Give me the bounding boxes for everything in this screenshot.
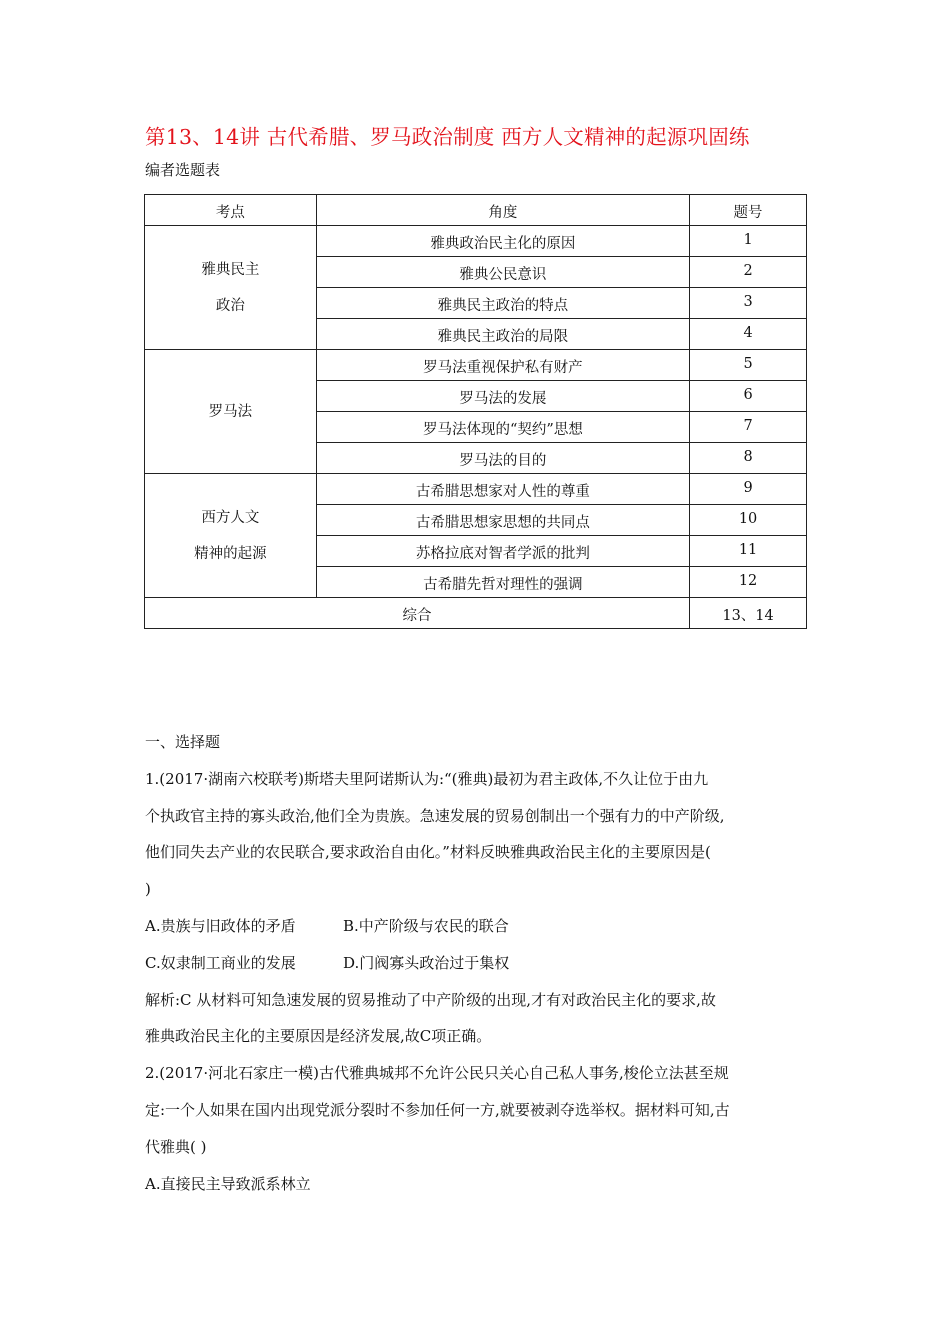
number-cell: 10 <box>690 505 807 536</box>
q1-option-d: D.门阀寡头政治过于集权 <box>343 953 510 972</box>
topic-cell-athens <box>145 226 317 350</box>
q1-analysis-line: 解析:C 从材料可知急速发展的贸易推动了中产阶级的出现,才有对政治民主化的要求,故 <box>145 990 716 1009</box>
angle-cell: 雅典政治民主化的原因 <box>316 226 689 257</box>
q2-option-a: A.直接民主导致派系林立 <box>145 1174 311 1193</box>
table-row <box>145 350 807 381</box>
topic-line: 精神的起源 <box>194 545 267 562</box>
table-row <box>145 226 807 257</box>
number-cell: 3 <box>690 288 807 319</box>
number-cell: 8 <box>690 443 807 474</box>
number-cell: 7 <box>690 412 807 443</box>
angle-cell: 古希腊先哲对理性的强调 <box>316 567 689 598</box>
q2-line: 代雅典( ) <box>145 1137 207 1156</box>
q1-options-row-1 <box>145 908 810 945</box>
angle-cell: 罗马法的发展 <box>316 381 689 412</box>
topic-cell-humanism <box>145 474 317 598</box>
header-angle: 角度 <box>316 195 689 226</box>
q1-line: 他们同失去产业的农民联合,要求政治自由化。”材料反映雅典政治民主化的主要原因是( <box>145 843 711 862</box>
number-cell: 4 <box>690 319 807 350</box>
topic-line: 西方人文 <box>201 509 260 526</box>
q1-option-b: B.中产阶级与农民的联合 <box>343 916 509 935</box>
table-header-row <box>145 195 807 226</box>
table-caption: 编者选题表 <box>145 161 221 179</box>
q1-line: 1.(2017·湖南六校联考)斯塔夫里阿诺斯认为:“(雅典)最初为君主政体,不久让位于由九 <box>145 769 709 788</box>
angle-cell: 苏格拉底对智者学派的批判 <box>316 536 689 567</box>
page-title: 第13、14讲 古代希腊、罗马政治制度 西方人文精神的起源巩固练 <box>145 125 750 149</box>
angle-cell: 罗马法体现的“契约”思想 <box>316 412 689 443</box>
number-cell: 2 <box>690 257 807 288</box>
q1-options-row-2 <box>145 945 810 982</box>
header-topic: 考点 <box>145 195 317 226</box>
question-body <box>145 724 810 1202</box>
q1-option-a: A.贵族与旧政体的矛盾 <box>145 916 296 935</box>
angle-cell: 雅典公民意识 <box>316 257 689 288</box>
q1-option-c: C.奴隶制工商业的发展 <box>145 953 296 972</box>
angle-cell: 古希腊思想家思想的共同点 <box>316 505 689 536</box>
summary-number: 13、14 <box>690 598 807 629</box>
number-cell: 11 <box>690 536 807 567</box>
summary-label: 综合 <box>145 598 690 629</box>
q1-analysis-line: 雅典政治民主化的主要原因是经济发展,故C项正确。 <box>145 1027 492 1046</box>
summary-row <box>145 598 807 629</box>
topic-line: 雅典民主 <box>201 261 260 278</box>
number-cell: 12 <box>690 567 807 598</box>
topic-table <box>144 194 807 629</box>
q2-line: 2.(2017·河北石家庄一模)古代雅典城邦不允许公民只关心自己私人事务,梭伦立法甚至规 <box>145 1064 729 1083</box>
table-row <box>145 474 807 505</box>
angle-cell: 罗马法重视保护私有财产 <box>316 350 689 381</box>
topic-line: 政治 <box>215 297 245 314</box>
number-cell: 5 <box>690 350 807 381</box>
angle-cell: 罗马法的目的 <box>316 443 689 474</box>
q1-line: 个执政官主持的寡头政治,他们全为贵族。急速发展的贸易创制出一个强有力的中产阶级, <box>145 806 725 825</box>
section-heading: 一、选择题 <box>145 733 221 751</box>
angle-cell: 古希腊思想家对人性的尊重 <box>316 474 689 505</box>
topic-line: 罗马法 <box>208 403 253 420</box>
q1-line: ) <box>145 880 151 899</box>
angle-cell: 雅典民主政治的局限 <box>316 319 689 350</box>
angle-cell: 雅典民主政治的特点 <box>316 288 689 319</box>
q2-line: 定:一个人如果在国内出现党派分裂时不参加任何一方,就要被剥夺选举权。据材料可知,古 <box>145 1100 730 1119</box>
number-cell: 6 <box>690 381 807 412</box>
number-cell: 9 <box>690 474 807 505</box>
header-number: 题号 <box>690 195 807 226</box>
topic-cell-roman-law <box>145 350 317 474</box>
number-cell: 1 <box>690 226 807 257</box>
